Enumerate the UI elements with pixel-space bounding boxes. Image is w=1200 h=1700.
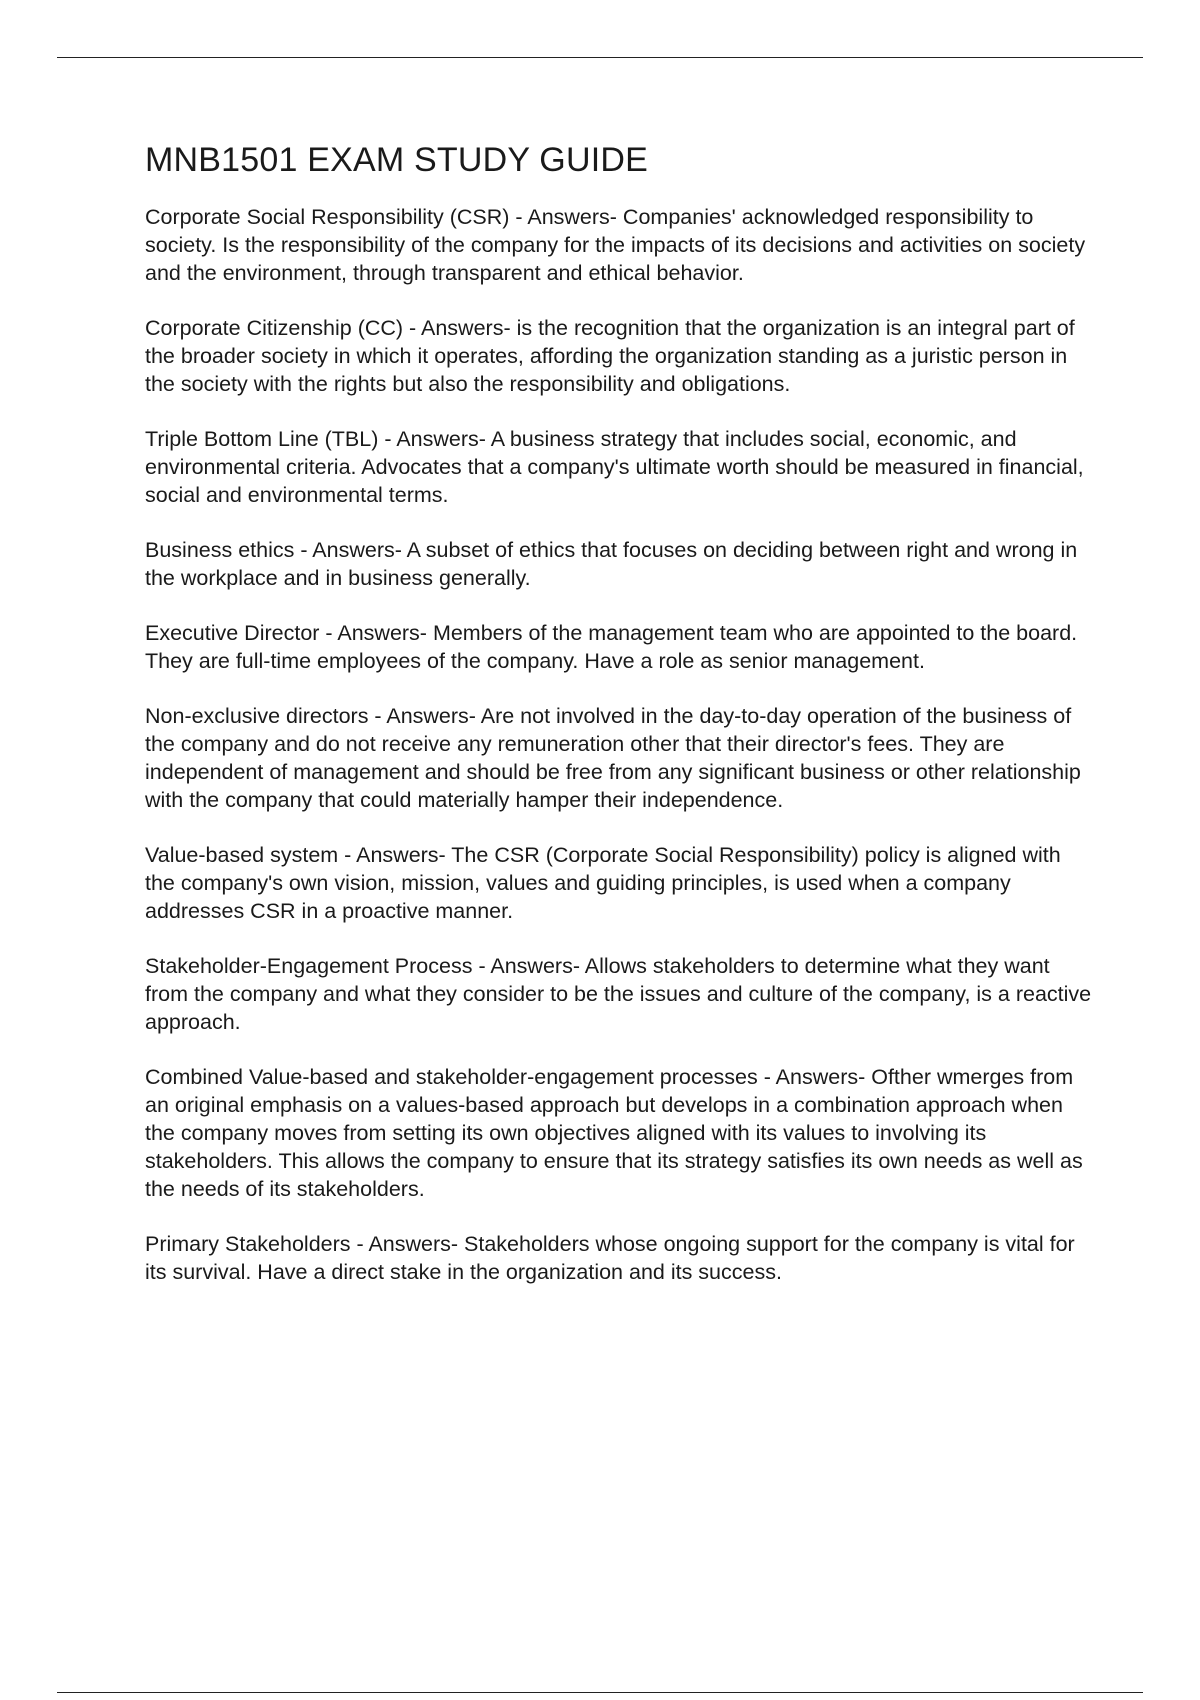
bottom-divider	[57, 1692, 1143, 1693]
entry-business-ethics: Business ethics - Answers- A subset of ethics that focuses on deciding between right and wrong in the workplace and in business generally.	[145, 537, 1078, 590]
entry-executive-director: Executive Director - Answers- Members of the management team who are appointed to the board. They are full-time employees of the company. Have a role as senior management.	[145, 620, 1078, 673]
page-title: MNB1501 EXAM STUDY GUIDE	[145, 141, 648, 179]
entry-csr: Corporate Social Responsibility (CSR) - Answers- Companies' acknowledged responsibility to society. Is the responsibility of the company for the impacts of its decisions and activities on society and the environment, through transparent and ethical behavior.	[145, 204, 1086, 285]
document-body	[145, 140, 1095, 1313]
entry-triple-bottom-line: Triple Bottom Line (TBL) - Answers- A business strategy that includes social, economic, and environmental criteria. Advocates that a company's ultimate worth should be measured in financial, social and environmental terms.	[145, 426, 1084, 507]
entry-non-exclusive-directors: Non-exclusive directors - Answers- Are not involved in the day-to-day operation of the business of the company and do not receive any remuneration other that their director's fees. They are independent of management and should be free from any significant business or other relationship with the company that could materially hamper their independence.	[145, 703, 1081, 812]
entry-combined-processes: Combined Value-based and stakeholder-engagement processes - Answers- Ofther wmerges from an original emphasis on a values-based approach but develops in a combination approach when the company moves from setting its own objectives aligned with its values to involving its stakeholders. This allows the company to ensure that its strategy satisfies its own needs as well as the needs of its stakeholders.	[145, 1064, 1083, 1201]
entry-stakeholder-engagement: Stakeholder-Engagement Process - Answers- Allows stakeholders to determine what they want from the company and what they consider to be the issues and culture of the company, is a reactive approach.	[145, 953, 1092, 1034]
entry-corporate-citizenship: Corporate Citizenship (CC) - Answers- is the recognition that the organization is an integral part of the broader society in which it operates, affording the organization standing as a juristic person in the society with the rights but also the responsibility and obligations.	[145, 315, 1075, 396]
top-divider	[57, 57, 1143, 58]
entry-value-based-system: Value-based system - Answers- The CSR (Corporate Social Responsibility) policy is aligned with the company's own vision, mission, values and guiding principles, is used when a company addresses CSR in a proactive manner.	[145, 842, 1061, 923]
entry-primary-stakeholders: Primary Stakeholders - Answers- Stakeholders whose ongoing support for the company is vital for its survival. Have a direct stake in the organization and its success.	[145, 1231, 1075, 1284]
